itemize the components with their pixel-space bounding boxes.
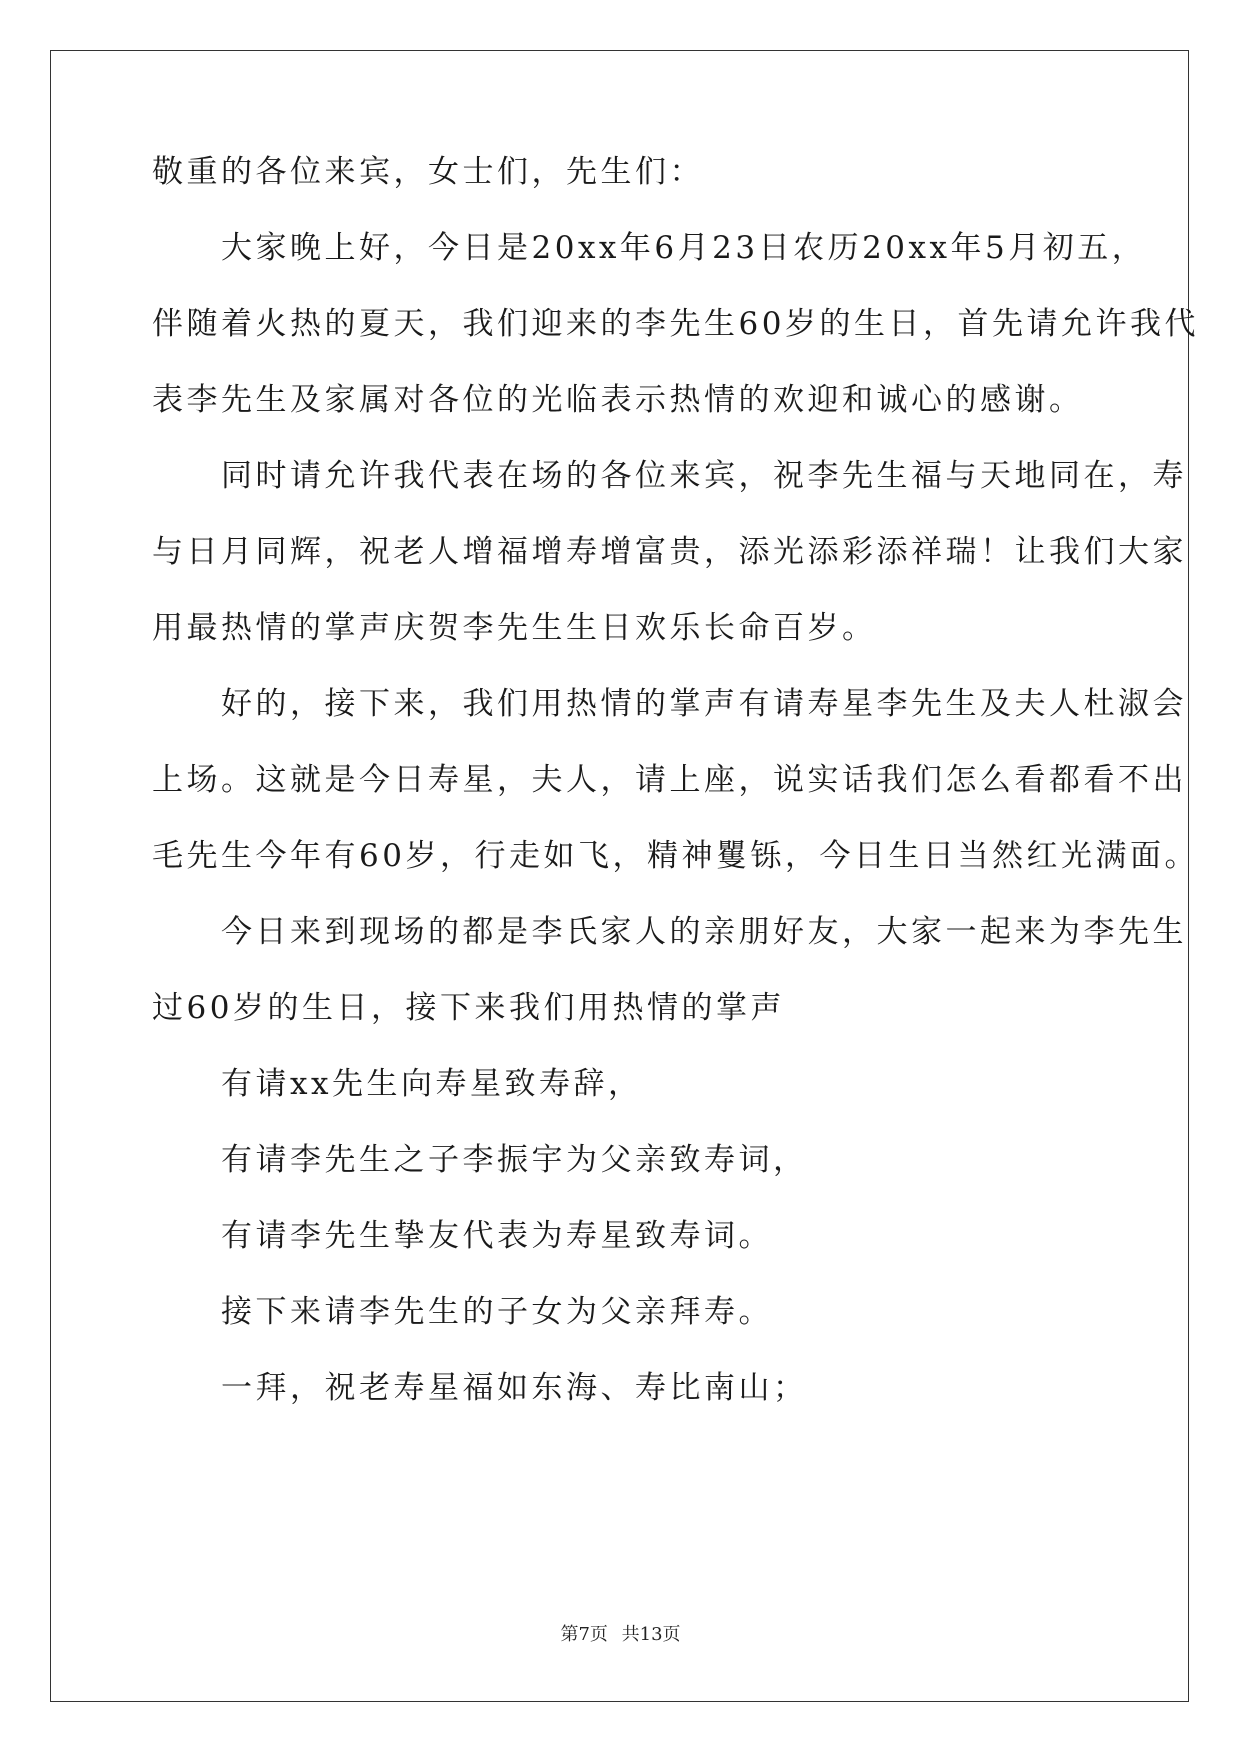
paragraph-2-line-3: 用最热情的掌声庆贺李先生生日欢乐长命百岁。 bbox=[152, 610, 877, 646]
page-number: 第7页 bbox=[560, 1624, 608, 1645]
paragraph-1-line-3: 表李先生及家属对各位的光临表示热情的欢迎和诚心的感谢。 bbox=[152, 382, 1084, 418]
paragraph-4-line-2: 过60岁的生日，接下来我们用热情的掌声 bbox=[152, 990, 785, 1026]
invitation-line-2: 有请李先生之子李振宇为父亲致寿词， bbox=[152, 1142, 808, 1178]
invitation-line-3: 有请李先生挚友代表为寿星致寿词。 bbox=[152, 1218, 773, 1254]
page-footer bbox=[0, 1620, 1241, 1646]
paragraph-2-line-1: 同时请允许我代表在场的各位来宾，祝李先生福与天地同在，寿 bbox=[152, 458, 1187, 494]
first-bow-line: 一拜，祝老寿星福如东海、寿比南山； bbox=[152, 1370, 808, 1406]
paragraph-3-line-2: 上场。这就是今日寿星，夫人，请上座，说实话我们怎么看都看不出 bbox=[152, 762, 1187, 798]
paragraph-3-line-3: 毛先生今年有60岁，行走如飞，精神矍铄，今日生日当然红光满面。 bbox=[152, 838, 1199, 874]
total-pages: 共13页 bbox=[621, 1624, 681, 1645]
paragraph-1-line-1: 大家晚上好，今日是20xx年6月23日农历20xx年5月初五， bbox=[152, 230, 1147, 266]
paragraph-4-line-1: 今日来到现场的都是李氏家人的亲朋好友，大家一起来为李先生 bbox=[152, 914, 1187, 950]
page-frame bbox=[50, 50, 1189, 1702]
paragraph-2-line-2: 与日月同辉，祝老人增福增寿增富贵，添光添彩添祥瑞！让我们大家 bbox=[152, 534, 1187, 570]
paragraph-3-line-1: 好的，接下来，我们用热情的掌声有请寿星李先生及夫人杜淑会 bbox=[152, 686, 1187, 722]
salutation-line: 敬重的各位来宾，女士们，先生们： bbox=[152, 154, 704, 190]
bow-intro-line: 接下来请李先生的子女为父亲拜寿。 bbox=[152, 1294, 773, 1330]
invitation-line-1: 有请xx先生向寿星致寿辞， bbox=[152, 1066, 643, 1102]
paragraph-1-line-2: 伴随着火热的夏天，我们迎来的李先生60岁的生日，首先请允许我代 bbox=[152, 306, 1199, 342]
